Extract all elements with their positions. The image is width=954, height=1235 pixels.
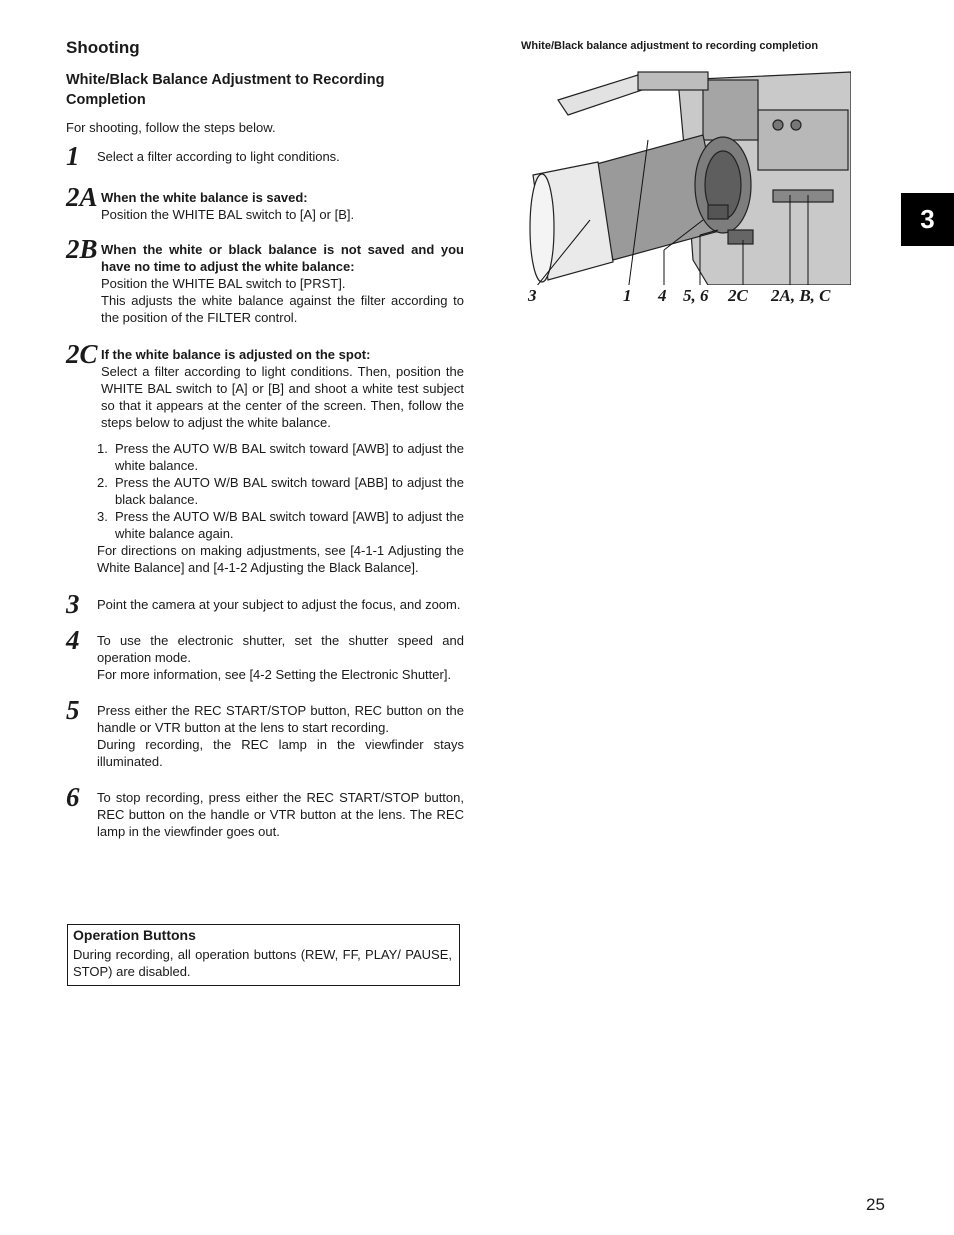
section-title: Shooting [66, 38, 140, 57]
steps-column [66, 141, 464, 859]
list-item: 3. Press the AUTO W/B BAL switch toward [AWB] to adjust the white balance again. [97, 509, 464, 541]
step-text: This adjusts the white balance against the filter according to the position of the FILTER control. [101, 293, 464, 325]
callout-label: 2A, B, C [771, 286, 831, 305]
step-text: During recording, the REC lamp in the viewfinder stays illuminated. [97, 737, 464, 769]
step-number: 1 [66, 141, 80, 171]
intro-text: For shooting, follow the steps below. [66, 120, 276, 135]
step-number: 5 [66, 695, 80, 725]
callout-label: 5, 6 [683, 286, 709, 305]
step-number: 4 [66, 625, 80, 655]
page-number: 25 [866, 1195, 885, 1214]
step-text: For more information, see [4-2 Setting the Electronic Shutter]. [97, 667, 452, 682]
step-title: If the white balance is adjusted on the spot: [101, 347, 371, 362]
reference-note: For directions on making adjustments, see [4-1-1 Adjusting the White Balance] and [4-1-2 Adjusting the Black Balance]. [97, 543, 464, 575]
chapter-tab: 3 [901, 193, 954, 246]
step-number: 2B [66, 234, 98, 264]
step-5 [66, 695, 464, 770]
step-text: Position the WHITE BAL switch to [PRST]. [101, 276, 346, 291]
note-title: Operation Buttons [73, 927, 196, 943]
step-6 [66, 782, 464, 840]
step-text: Select a filter according to light conditions. Then, position the WHITE BAL switch to [A] or [B] and shoot a white test subject so that it appears at the center of the screen. Then, follow the steps below to adjust the white balance. [101, 364, 464, 430]
figure-caption: White/Black balance adjustment to recording completion [521, 40, 819, 52]
callout-label: 4 [658, 286, 667, 305]
operation-buttons-note [67, 924, 460, 986]
callout-label: 3 [528, 286, 537, 305]
step-2c [66, 339, 464, 576]
step-text: To stop recording, press either the REC START/STOP button, REC button on the handle or VTR button at the lens. The REC lamp in the viewfinder goes out. [97, 790, 464, 839]
list-item: 1. Press the AUTO W/B BAL switch toward [AWB] to adjust the white balance. [97, 441, 464, 473]
step-title: When the white balance is saved: [101, 190, 308, 205]
adjust-steps-list [97, 440, 464, 542]
list-item: 2. Press the AUTO W/B BAL switch toward [ABB] to adjust the black balance. [97, 475, 464, 507]
step-3 [66, 589, 464, 619]
step-text: Select a filter according to light conditions. [97, 149, 340, 164]
step-4 [66, 625, 464, 683]
step-number: 6 [66, 782, 80, 812]
step-2b [66, 234, 464, 326]
step-text: Position the WHITE BAL switch to [A] or [B]. [101, 207, 355, 222]
step-text: Point the camera at your subject to adjust the focus, and zoom. [97, 597, 461, 612]
step-number: 2A [66, 182, 98, 212]
callout-label: 2C [728, 286, 748, 305]
camera-illustration [528, 70, 851, 285]
subsection-title: White/Black Balance Adjustment to Recording Completion [66, 72, 385, 108]
figure-callout-labels [528, 286, 858, 310]
step-text: Press either the REC START/STOP button, REC button on the handle or VTR button at the lens to start recording. [97, 703, 464, 735]
callout-label: 1 [623, 286, 632, 305]
step-2a [66, 182, 464, 223]
step-1 [66, 141, 464, 171]
step-text: To use the electronic shutter, set the shutter speed and operation mode. [97, 633, 464, 665]
step-title: When the white or black balance is not saved and you have no time to adjust the white balance: [101, 242, 464, 274]
note-text: During recording, all operation buttons (REW, FF, PLAY/ PAUSE, STOP) are disabled. [73, 947, 452, 979]
step-number: 3 [66, 589, 80, 619]
step-number: 2C [66, 339, 98, 369]
